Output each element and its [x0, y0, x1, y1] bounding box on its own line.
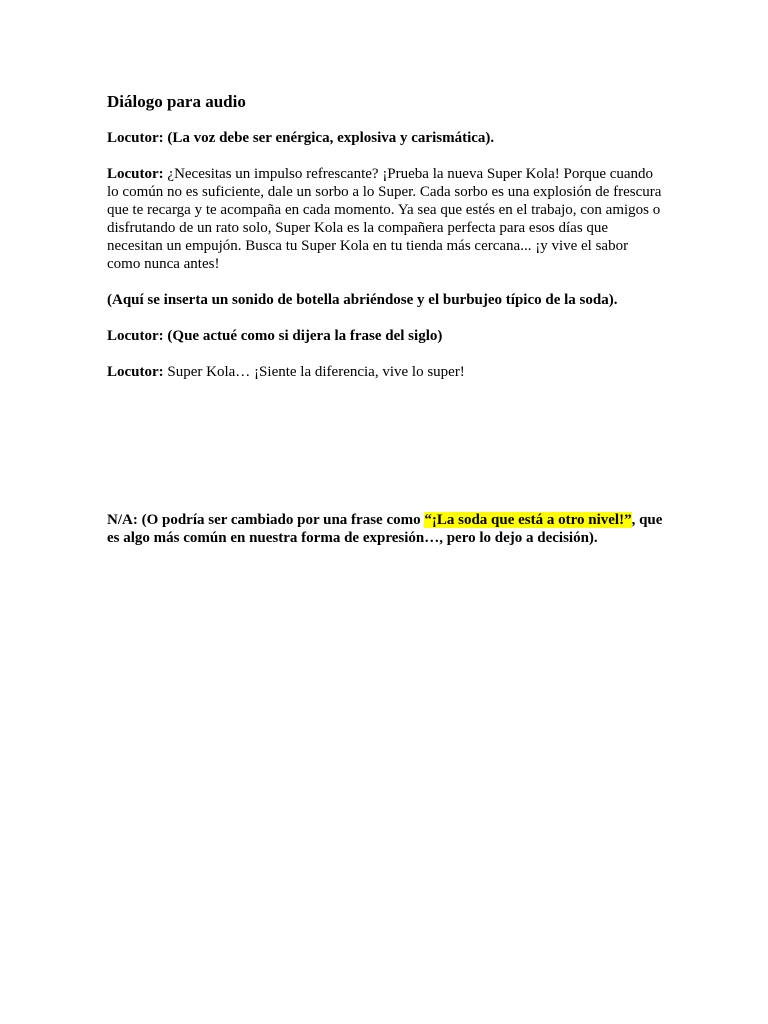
document-title: Diálogo para audio: [107, 92, 246, 111]
voice-direction-paragraph: [107, 129, 663, 147]
blank-space: [107, 399, 663, 511]
voice-direction-text: (La voz debe ser enérgica, explosiva y carismática).: [163, 130, 495, 146]
delivery-direction-paragraph: [107, 327, 663, 345]
speaker-label: Locutor:: [107, 166, 164, 182]
announcer-script-text: ¿Necesitas un impulso refrescante? ¡Prueba la nueva Super Kola! Porque cuando lo común no es suficiente, dale un sorbo a lo Super. Cada sorbo es una explosión de frescura que te recarga y te acompaña en cada momento. Ya sea que estés en el trabajo, con amigos o disfrutando de un rato solo, Super Kola es la compañera perfecta para esos días que necesitan un empujón. Busca tu Super Kola en tu tienda más cercana... ¡y vive el sabor como nunca antes!: [107, 166, 662, 272]
speaker-label: Locutor:: [107, 328, 164, 344]
author-note-paragraph: [107, 511, 663, 547]
slogan-paragraph: [107, 363, 663, 381]
sound-effect-note: (Aquí se inserta un sonido de botella abriéndose y el burbujeo típico de la soda).: [107, 292, 618, 308]
highlighted-alternative-slogan: “¡La soda que está a otro nivel!”: [424, 512, 632, 528]
announcer-script-paragraph: [107, 165, 663, 273]
author-note-prefix: N/A: (O podría ser cambiado por una frase como: [107, 512, 425, 528]
delivery-direction-text: (Que actué como si dijera la frase del siglo): [163, 328, 443, 344]
speaker-label: Locutor:: [107, 130, 164, 146]
document-page: [107, 90, 663, 565]
speaker-label: Locutor:: [107, 364, 164, 380]
author-note-suffix: , que es algo más común en nuestra forma de expresión…, pero lo dejo a decisión).: [107, 512, 663, 546]
slogan-text: Super Kola… ¡Siente la diferencia, vive lo super!: [163, 364, 465, 380]
